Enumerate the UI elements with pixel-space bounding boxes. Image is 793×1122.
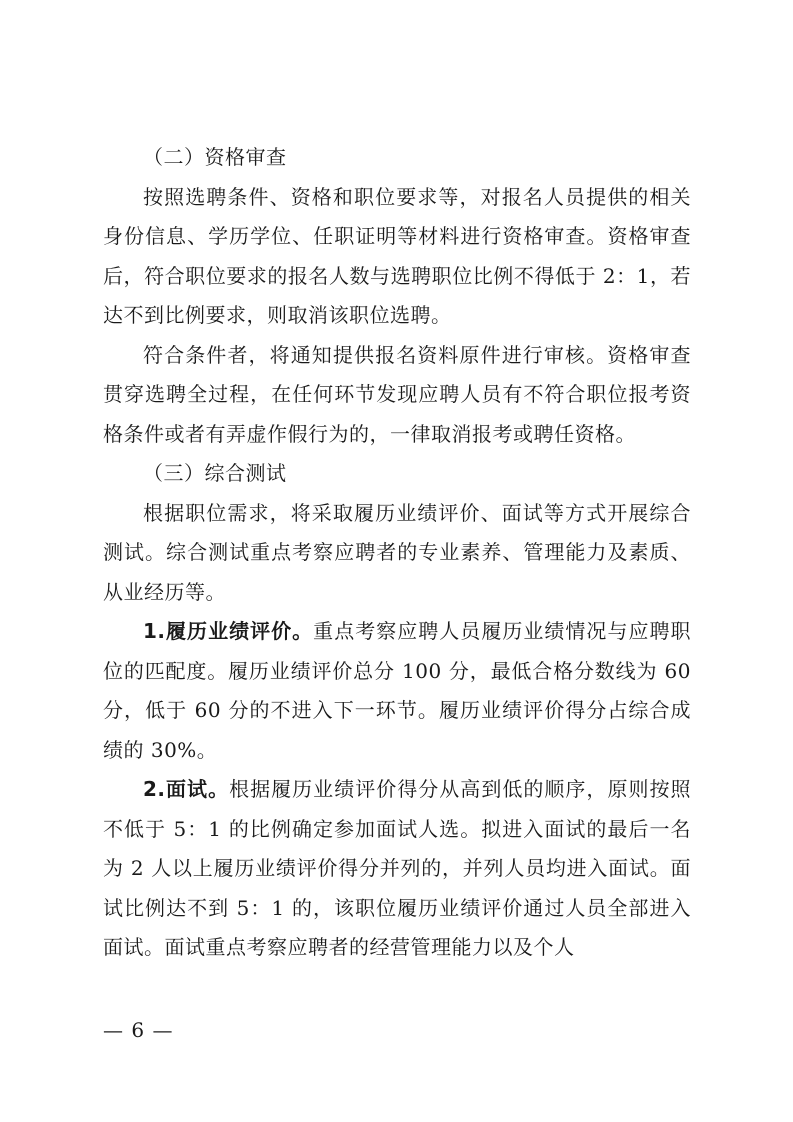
section-heading-qualification-review: （二）资格审查 [143,145,287,169]
item-text-resume-evaluation: 重点考察应聘人员履历业绩情况与应聘职位的匹配度。履历业绩评价总分 100 分，最低合格分数线为 60 分，低于 60 分的不进入下一环节。履历业绩评价得分占综合成绩的 30%。 [103,619,692,762]
paragraph-resume-performance-evaluation [103,612,691,770]
item-text-interview: 根据履历业绩评价得分从高到低的顺序，原则按照不低于 5：1 的比例确定参加面试人选。拟进入面试的最后一名为 2 人以上履历业绩评价得分并列的，并列人员均进入面试。面试比例达不到 5：1 的，该职位履历业绩评价通过人员全部进入面试。面试重点考察应聘者的经营管理能力以及个人 [103,777,692,959]
paragraph-qualification-criteria: 按照选聘条件、资格和职位要求等，对报名人员提供的相关身份信息、学历学位、任职证明等材料进行资格审查。资格审查后，符合职位要求的报名人数与选聘职位比例不得低于 2：1，若达不到比例要求，则取消该职位选聘。 [103,184,691,327]
paragraph-original-documents-review: 符合条件者，将通知提供报名资料原件进行审核。资格审查贯穿选聘全过程，在任何环节发现应聘人员有不符合职位报考资格条件或者有弄虚作假行为的，一律取消报考或聘任资格。 [103,342,691,446]
item-lead-resume-evaluation: 1.履历业绩评价。 [143,619,314,643]
document-body [103,138,691,968]
item-lead-interview: 2.面试。 [143,777,230,801]
paragraph-comprehensive-test-intro: 根据职位需求，将采取履历业绩评价、面试等方式开展综合测试。综合测试重点考察应聘者的专业素养、管理能力及素质、从业经历等。 [103,500,691,604]
section-heading-comprehensive-test: （三）综合测试 [143,461,287,485]
paragraph-interview [103,770,691,968]
page-number: — 6 — [103,1018,174,1042]
